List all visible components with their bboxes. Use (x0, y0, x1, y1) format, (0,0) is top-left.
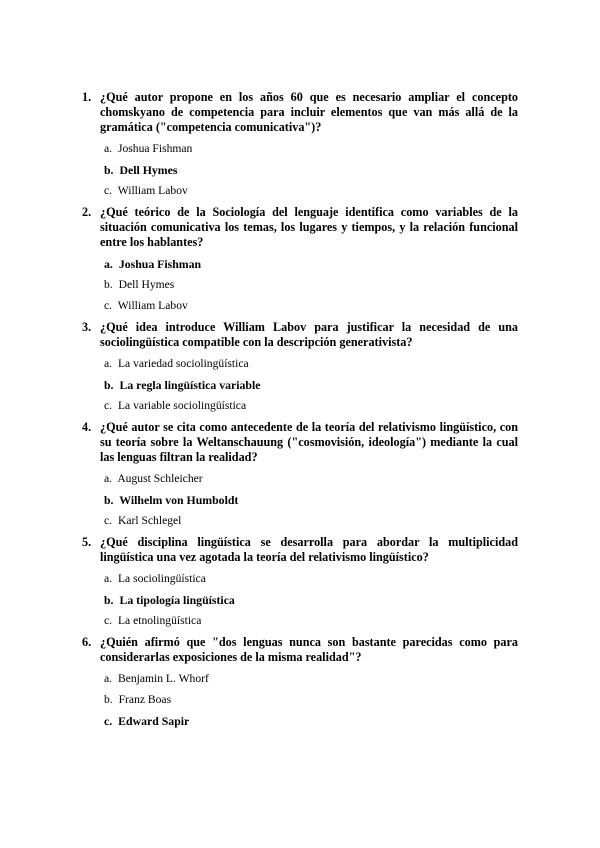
option-b-correct: b. La tipología lingüística (104, 593, 235, 607)
option-a: a. Joshua Fishman (104, 142, 193, 155)
option-a: a. August Schleicher (104, 472, 203, 485)
question-number: 3. (82, 320, 92, 334)
option-c: c. La etnolingüística (104, 614, 202, 627)
question-number: 2. (82, 205, 92, 219)
options-list (82, 672, 518, 735)
question-5 (82, 535, 518, 635)
question-heading (82, 535, 518, 565)
question-number: 6. (82, 635, 92, 649)
options-list (82, 472, 518, 535)
question-number: 5. (82, 535, 92, 549)
question-1 (82, 90, 518, 205)
question-heading (82, 635, 518, 665)
question-heading (82, 320, 518, 350)
question-number: 4. (82, 420, 92, 434)
question-2 (82, 205, 518, 320)
option-c: c. William Labov (104, 299, 188, 312)
question-heading (82, 205, 518, 250)
question-3 (82, 320, 518, 420)
question-text: ¿Qué teórico de la Sociología del lenguaje identifica como variables de la situación comunicativa los temas, los lugares y tiempos, y la relación funcional entre los hablantes? (100, 205, 518, 249)
question-number: 1. (82, 90, 92, 104)
options-list (82, 572, 518, 635)
option-c: c. William Labov (104, 184, 188, 197)
question-text: ¿Qué disciplina lingüística se desarrolla para abordar la multiplicidad lingüística una vez agotada la teoría del relativismo lingüístico? (100, 535, 518, 564)
question-list (82, 90, 518, 735)
question-text: ¿Qué autor propone en los años 60 que es necesario ampliar el concepto chomskyano de competencia para incluir elementos que van más allá de la gramática ("competencia comunicativa")? (100, 90, 518, 134)
question-heading (82, 90, 518, 135)
option-b: b. Dell Hymes (104, 278, 175, 291)
options-list (82, 357, 518, 420)
question-text: ¿Quién afirmó que "dos lenguas nunca son bastante parecidas como para considerarlas exposiciones de la misma realidad"? (100, 635, 518, 664)
question-text: ¿Qué idea introduce William Labov para justificar la necesidad de una sociolingüística compatible con la descripción generativista? (100, 320, 518, 349)
option-a-correct: a. Joshua Fishman (104, 257, 202, 271)
question-text: ¿Qué autor se cita como antecedente de la teoría del relativismo lingüístico, con su teoría sobre la Weltanschauung ("cosmovisión, ideología") mediante la cual las lenguas filtran la realidad? (100, 420, 518, 464)
option-c: c. La variable sociolingüística (104, 399, 247, 412)
option-c-correct: c. Edward Sapir (104, 714, 190, 728)
option-b-correct: b. La regla lingüística variable (104, 378, 261, 392)
options-list (82, 142, 518, 205)
option-b: b. Franz Boas (104, 693, 172, 706)
option-b-correct: b. Wilhelm von Humboldt (104, 493, 239, 507)
option-b-correct: b. Dell Hymes (104, 163, 178, 177)
option-a: a. La variedad sociolingüística (104, 357, 249, 370)
options-list (82, 257, 518, 320)
option-c: c. Karl Schlegel (104, 514, 182, 527)
question-heading (82, 420, 518, 465)
question-6 (82, 635, 518, 735)
option-a: a. Benjamin L. Whorf (104, 672, 209, 685)
option-a: a. La sociolingüística (104, 572, 206, 585)
question-4 (82, 420, 518, 535)
